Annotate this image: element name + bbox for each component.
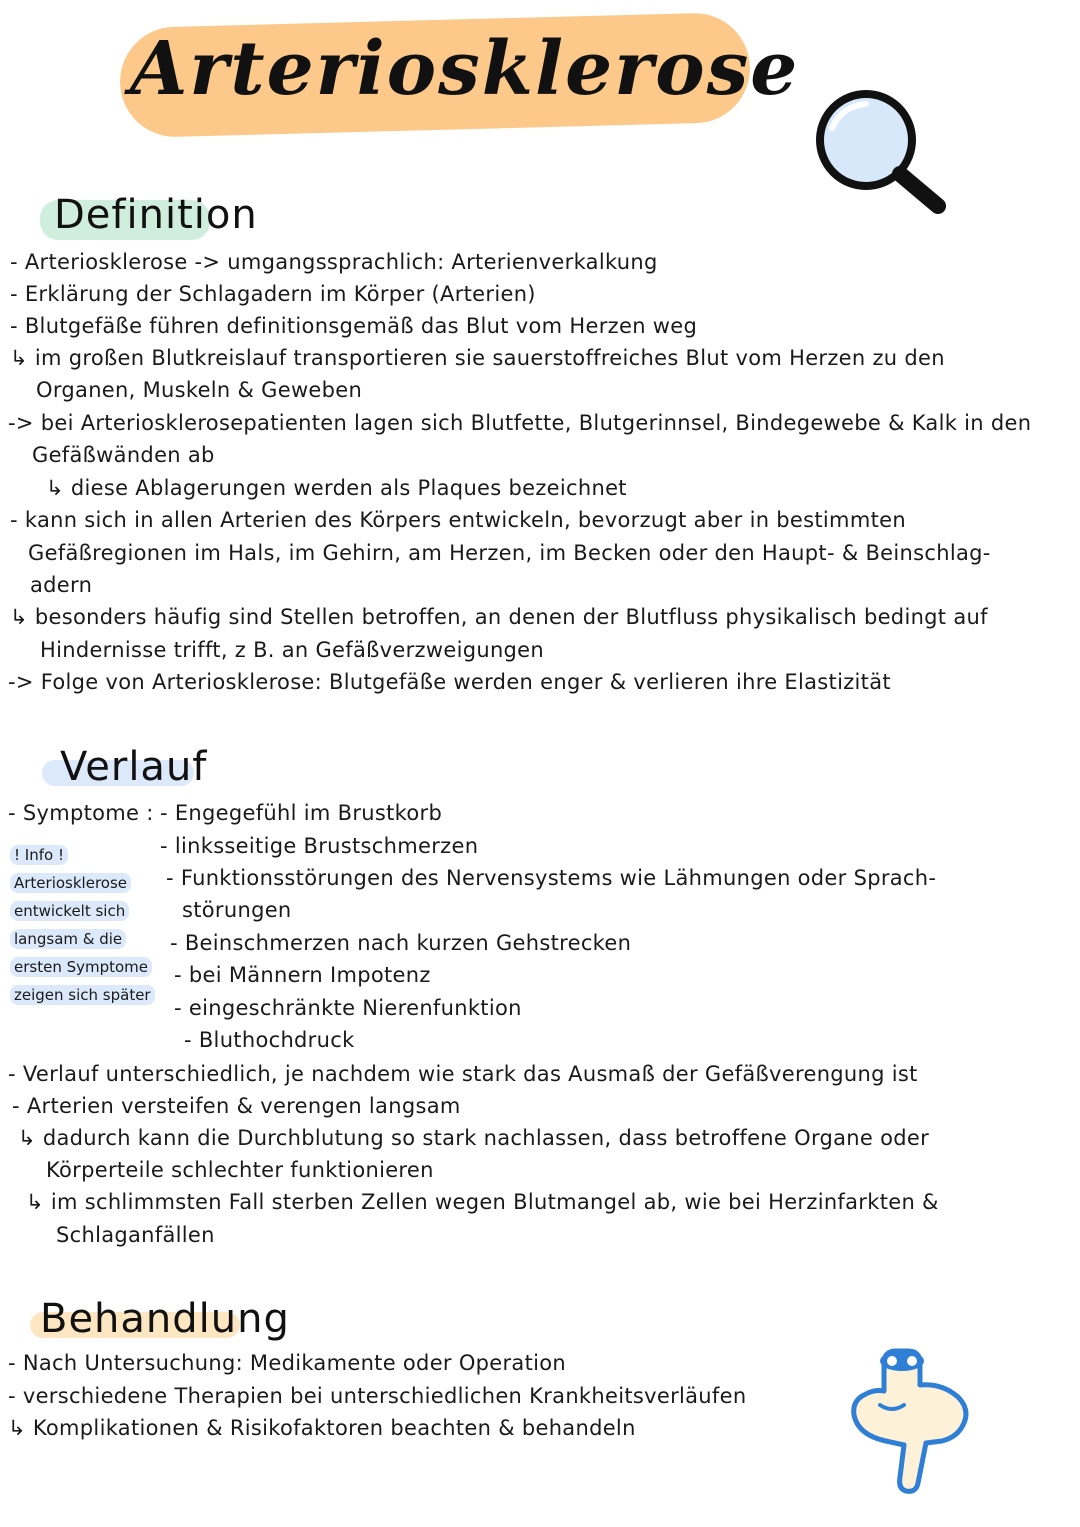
- symptom-item: - Engegefühl im Brustkorb: [160, 801, 443, 825]
- magnifying-glass-icon: [808, 88, 958, 218]
- definition-line: Gefäßregionen im Hals, im Gehirn, am Herzen, im Becken oder den Haupt- & Beinschlag-: [28, 541, 991, 565]
- verlauf-line: ↳ dadurch kann die Durchblutung so stark nachlassen, dass betroffene Organe oder: [18, 1126, 930, 1150]
- page-title: Arteriosklerose: [130, 26, 800, 112]
- pointing-hand-icon: [846, 1345, 976, 1495]
- info-note: [10, 845, 160, 1013]
- symptom-item: - Funktionsstörungen des Nervensystems wie Lähmungen oder Sprach-: [166, 866, 937, 890]
- definition-line: - Erklärung der Schlagadern im Körper (Arterien): [10, 282, 536, 306]
- definition-line: -> bei Arteriosklerosepatienten lagen sich Blutfette, Blutgerinnsel, Bindegewebe & Kalk in den: [8, 411, 1032, 435]
- definition-line: ↳ besonders häufig sind Stellen betroffen, an denen der Blutfluss physikalisch bedingt auf: [10, 605, 988, 629]
- symptom-item: - Bluthochdruck: [184, 1028, 355, 1052]
- info-note-line: Arteriosklerose: [10, 873, 131, 893]
- behandlung-line: - verschiedene Therapien bei unterschiedlichen Krankheitsverläufen: [8, 1384, 747, 1408]
- behandlung-line: - Nach Untersuchung: Medikamente oder Operation: [8, 1351, 567, 1375]
- verlauf-line: Schlaganfällen: [56, 1223, 215, 1247]
- symptom-item: - Beinschmerzen nach kurzen Gehstrecken: [170, 931, 632, 955]
- symptom-item: - linksseitige Brustschmerzen: [160, 834, 479, 858]
- definition-line: - Arteriosklerose -> umgangssprachlich: Arterienverkalkung: [10, 250, 658, 274]
- symptom-item: - bei Männern Impotenz: [174, 963, 431, 987]
- definition-line: ↳ im großen Blutkreislauf transportieren sie sauerstoffreiches Blut vom Herzen zu den: [10, 346, 945, 370]
- definition-line: - Blutgefäße führen definitionsgemäß das Blut vom Herzen weg: [10, 314, 698, 338]
- behandlung-heading: Behandlung: [40, 1296, 290, 1342]
- info-note-line: entwickelt sich: [10, 901, 129, 921]
- symptoms-label: - Symptome :: [8, 801, 154, 825]
- definition-heading: Definition: [54, 192, 258, 238]
- definition-line: Gefäßwänden ab: [32, 443, 215, 467]
- verlauf-line: - Verlauf unterschiedlich, je nachdem wie stark das Ausmaß der Gefäßverengung ist: [8, 1062, 918, 1086]
- verlauf-heading: Verlauf: [60, 744, 208, 790]
- symptom-item: störungen: [182, 898, 292, 922]
- definition-line: -> Folge von Arteriosklerose: Blutgefäße werden enger & verlieren ihre Elastizität: [8, 670, 891, 694]
- verlauf-line: - Arterien versteifen & verengen langsam: [12, 1094, 461, 1118]
- info-note-line: zeigen sich später: [10, 985, 155, 1005]
- verlauf-line: ↳ im schlimmsten Fall sterben Zellen wegen Blutmangel ab, wie bei Herzinfarkten &: [26, 1190, 939, 1214]
- info-note-line: ersten Symptome: [10, 957, 152, 977]
- info-note-line: langsam & die: [10, 929, 126, 949]
- behandlung-line: ↳ Komplikationen & Risikofaktoren beachten & behandeln: [8, 1416, 636, 1440]
- symptom-item: - eingeschränkte Nierenfunktion: [174, 996, 522, 1020]
- info-note-title: ! Info !: [10, 845, 68, 865]
- verlauf-line: Körperteile schlechter funktionieren: [46, 1158, 434, 1182]
- definition-line: Organen, Muskeln & Geweben: [36, 378, 363, 402]
- definition-line: ↳ diese Ablagerungen werden als Plaques bezeichnet: [46, 476, 627, 500]
- definition-line: Hindernisse trifft, z B. an Gefäßverzweigungen: [40, 638, 545, 662]
- definition-line: adern: [30, 573, 93, 597]
- definition-line: - kann sich in allen Arterien des Körpers entwickeln, bevorzugt aber in bestimmten: [10, 508, 906, 532]
